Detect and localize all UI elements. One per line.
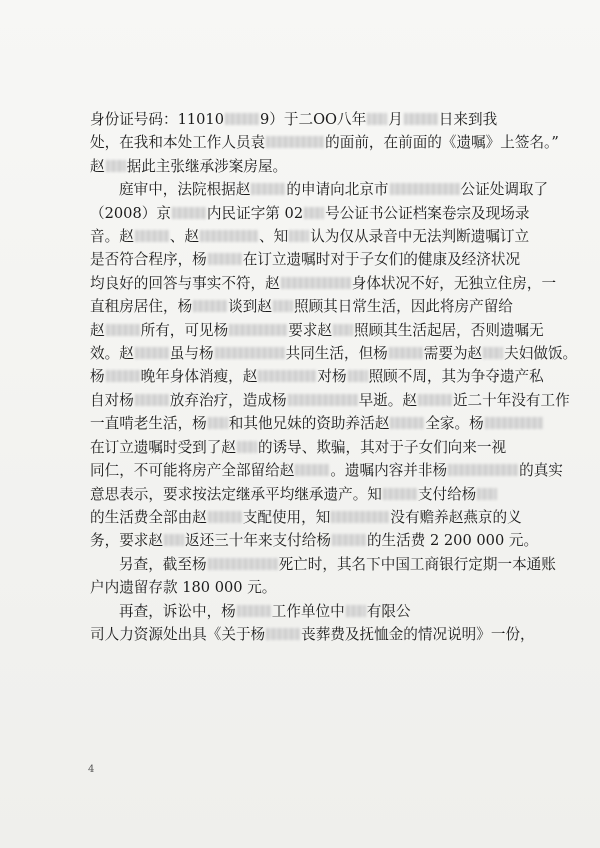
text-segment: 庭审中，法院根据赵	[119, 181, 251, 199]
redacted-text	[389, 347, 423, 359]
paragraph	[90, 600, 535, 647]
text-segment: 早逝。赵	[358, 391, 417, 409]
text-segment: 全家。杨	[425, 415, 484, 433]
redacted-text	[266, 136, 324, 148]
text-segment: 再查，诉讼中，杨	[119, 602, 236, 620]
text-line	[90, 389, 570, 412]
text-line	[90, 436, 532, 459]
text-segment: 身份证号码：11010	[90, 111, 224, 128]
redacted-text	[346, 605, 366, 617]
text-segment: 据此主张继承涉案房屋。	[126, 157, 288, 175]
text-segment: 9）于二OO八年	[260, 111, 367, 128]
text-segment: 对杨	[317, 368, 347, 386]
text-segment: 要求赵	[288, 321, 332, 339]
text-segment: 音。赵	[90, 228, 134, 246]
redacted-text	[273, 300, 293, 312]
text-segment: 处，在我和本处工作人员袁	[90, 134, 266, 152]
redacted-text	[172, 207, 206, 219]
text-segment: 的真实	[519, 462, 563, 480]
text-line	[90, 272, 557, 295]
redacted-text	[106, 160, 126, 172]
text-segment: 照顾其日常生活，因此将房产留给	[293, 298, 513, 316]
text-line	[90, 108, 532, 131]
redacted-text	[106, 324, 140, 336]
text-line	[90, 131, 559, 154]
text-segment: 公证处调取了	[460, 181, 549, 199]
redacted-text	[164, 534, 184, 546]
text-segment: 和其他兄妹的资助养活赵	[228, 415, 390, 433]
text-segment: 、知	[259, 228, 289, 246]
page-number: 4	[88, 764, 95, 775]
text-line	[90, 225, 532, 248]
text-segment: 号公证书公证档案卷宗及现场录	[325, 204, 530, 222]
redacted-text	[106, 370, 140, 382]
text-line	[90, 155, 532, 178]
redacted-text	[304, 207, 324, 219]
text-line	[90, 248, 532, 271]
redacted-text	[295, 464, 329, 476]
text-segment: 效。赵	[90, 345, 134, 363]
text-segment: 另查，截至杨	[119, 555, 207, 573]
text-segment: 返还三十年来支付给杨	[184, 532, 331, 550]
text-line	[90, 506, 532, 529]
redacted-text	[390, 417, 424, 429]
text-segment: 支付给杨	[417, 485, 477, 503]
redacted-text	[208, 417, 228, 429]
text-line	[90, 483, 532, 506]
text-line	[90, 319, 544, 342]
text-segment: 近二十年没有工作	[452, 391, 570, 409]
text-segment: 户内遗留存款 180 000 元。	[90, 579, 277, 597]
redacted-text	[281, 277, 351, 289]
text-line	[90, 576, 532, 599]
redacted-text	[483, 347, 503, 359]
text-segment: 夫妇做饭。	[504, 345, 578, 363]
text-line	[90, 623, 535, 646]
redacted-text	[331, 511, 389, 523]
redacted-text	[383, 488, 417, 500]
text-segment: 月	[388, 111, 403, 128]
text-line	[90, 412, 532, 435]
text-segment: 意思表示，要求按法定继承平均继承遗产。知	[90, 485, 382, 503]
redacted-text	[448, 464, 518, 476]
text-segment: 照顾其生活起居，否则遗嘱无	[353, 321, 544, 339]
text-line	[90, 342, 578, 365]
text-segment: 一直啃老生活，杨	[90, 415, 207, 433]
text-segment: （2008）京	[90, 204, 171, 222]
redacted-text	[266, 628, 300, 640]
paragraph	[90, 108, 559, 178]
text-line	[90, 553, 556, 576]
redacted-text	[225, 113, 259, 125]
text-segment: 有限公	[366, 602, 411, 620]
text-segment: 杨	[90, 368, 105, 386]
redacted-text	[485, 417, 543, 429]
redacted-text	[135, 347, 169, 359]
text-segment: 丧葬费及抚恤金的情况说明》一份，	[301, 625, 535, 643]
text-segment: 司人力资源处出具《关于杨	[90, 625, 266, 643]
text-segment: 自对杨	[90, 391, 134, 409]
redacted-text	[289, 230, 309, 242]
text-segment: 需要为赵	[423, 345, 483, 363]
text-segment: 内民证字第 02	[206, 204, 304, 222]
text-segment: 支配使用，知	[242, 508, 331, 526]
judgment-text-body	[90, 108, 578, 646]
text-line	[90, 459, 563, 482]
redacted-text	[200, 230, 258, 242]
redacted-text	[193, 300, 227, 312]
redacted-text	[215, 347, 285, 359]
redacted-text	[208, 253, 242, 265]
redacted-text	[237, 441, 257, 453]
paragraph	[90, 178, 578, 553]
redacted-text	[229, 324, 287, 336]
text-segment: 虽与杨	[169, 345, 214, 363]
text-segment: 工作单位中	[271, 602, 345, 620]
text-line	[90, 202, 532, 225]
text-segment: 在订立遗嘱时对于子女们的健康及经济状况	[242, 251, 521, 269]
redacted-text	[208, 558, 278, 570]
text-segment: 赵	[90, 157, 105, 175]
text-segment: 身体状况不好，无独立住房，一	[351, 274, 557, 292]
text-segment: 晚年身体消瘦，赵	[140, 368, 258, 386]
text-line	[90, 365, 544, 388]
text-segment: 的诱导、欺骗，其对于子女们向来一视	[257, 438, 507, 456]
text-segment: 是否符合程序，杨	[90, 251, 207, 269]
text-line	[90, 295, 532, 318]
text-segment: 所有，可见杨	[140, 321, 229, 339]
redacted-text	[288, 394, 358, 406]
redacted-text	[348, 370, 368, 382]
text-segment: 的生活费 2 200 000 元。	[366, 532, 539, 550]
redacted-text	[404, 113, 438, 125]
text-segment: 同仁，不可能将房产全部留给赵	[90, 462, 295, 480]
text-line	[90, 178, 549, 201]
redacted-text	[208, 511, 242, 523]
text-segment: 、赵	[169, 228, 199, 246]
redacted-text	[258, 370, 316, 382]
text-segment: 共同生活，但杨	[285, 345, 388, 363]
paragraph	[90, 553, 556, 600]
text-segment: 的面前，在前面的《遗嘱》上签名。”	[325, 134, 559, 152]
redacted-text	[418, 394, 452, 406]
redacted-text	[135, 230, 169, 242]
redacted-text	[333, 324, 353, 336]
text-segment: 的申请向北京市	[286, 181, 389, 199]
redacted-text	[251, 183, 285, 195]
redacted-text	[135, 394, 169, 406]
text-segment: 照顾不周，其为争夺遗产私	[368, 368, 544, 386]
text-segment: 均良好的回答与事实不符，赵	[90, 274, 280, 292]
text-segment: 谈到赵	[228, 298, 272, 316]
text-segment: 在订立遗嘱时受到了赵	[90, 438, 236, 456]
redacted-text	[332, 534, 366, 546]
text-segment: 赵	[90, 321, 105, 339]
redacted-text	[390, 183, 460, 195]
text-segment: 死亡时，其名下中国工商银行定期一本通账	[278, 555, 556, 573]
text-segment: 没有赡养赵燕京的义	[390, 508, 522, 526]
text-segment: 日来到我	[438, 111, 498, 128]
text-line	[90, 600, 532, 623]
redacted-text	[477, 488, 497, 500]
text-segment: 放弃治疗，造成杨	[169, 391, 287, 409]
text-segment: 。遗嘱内容并非杨	[330, 462, 448, 480]
text-segment: 务，要求赵	[90, 532, 163, 550]
text-segment: 的生活费全部由赵	[90, 508, 207, 526]
text-line	[90, 529, 539, 552]
redacted-text	[367, 113, 387, 125]
text-segment: 直租房居住，杨	[90, 298, 193, 316]
redacted-text	[237, 605, 271, 617]
text-segment: 认为仅从录音中无法判断遗嘱订立	[310, 228, 530, 246]
